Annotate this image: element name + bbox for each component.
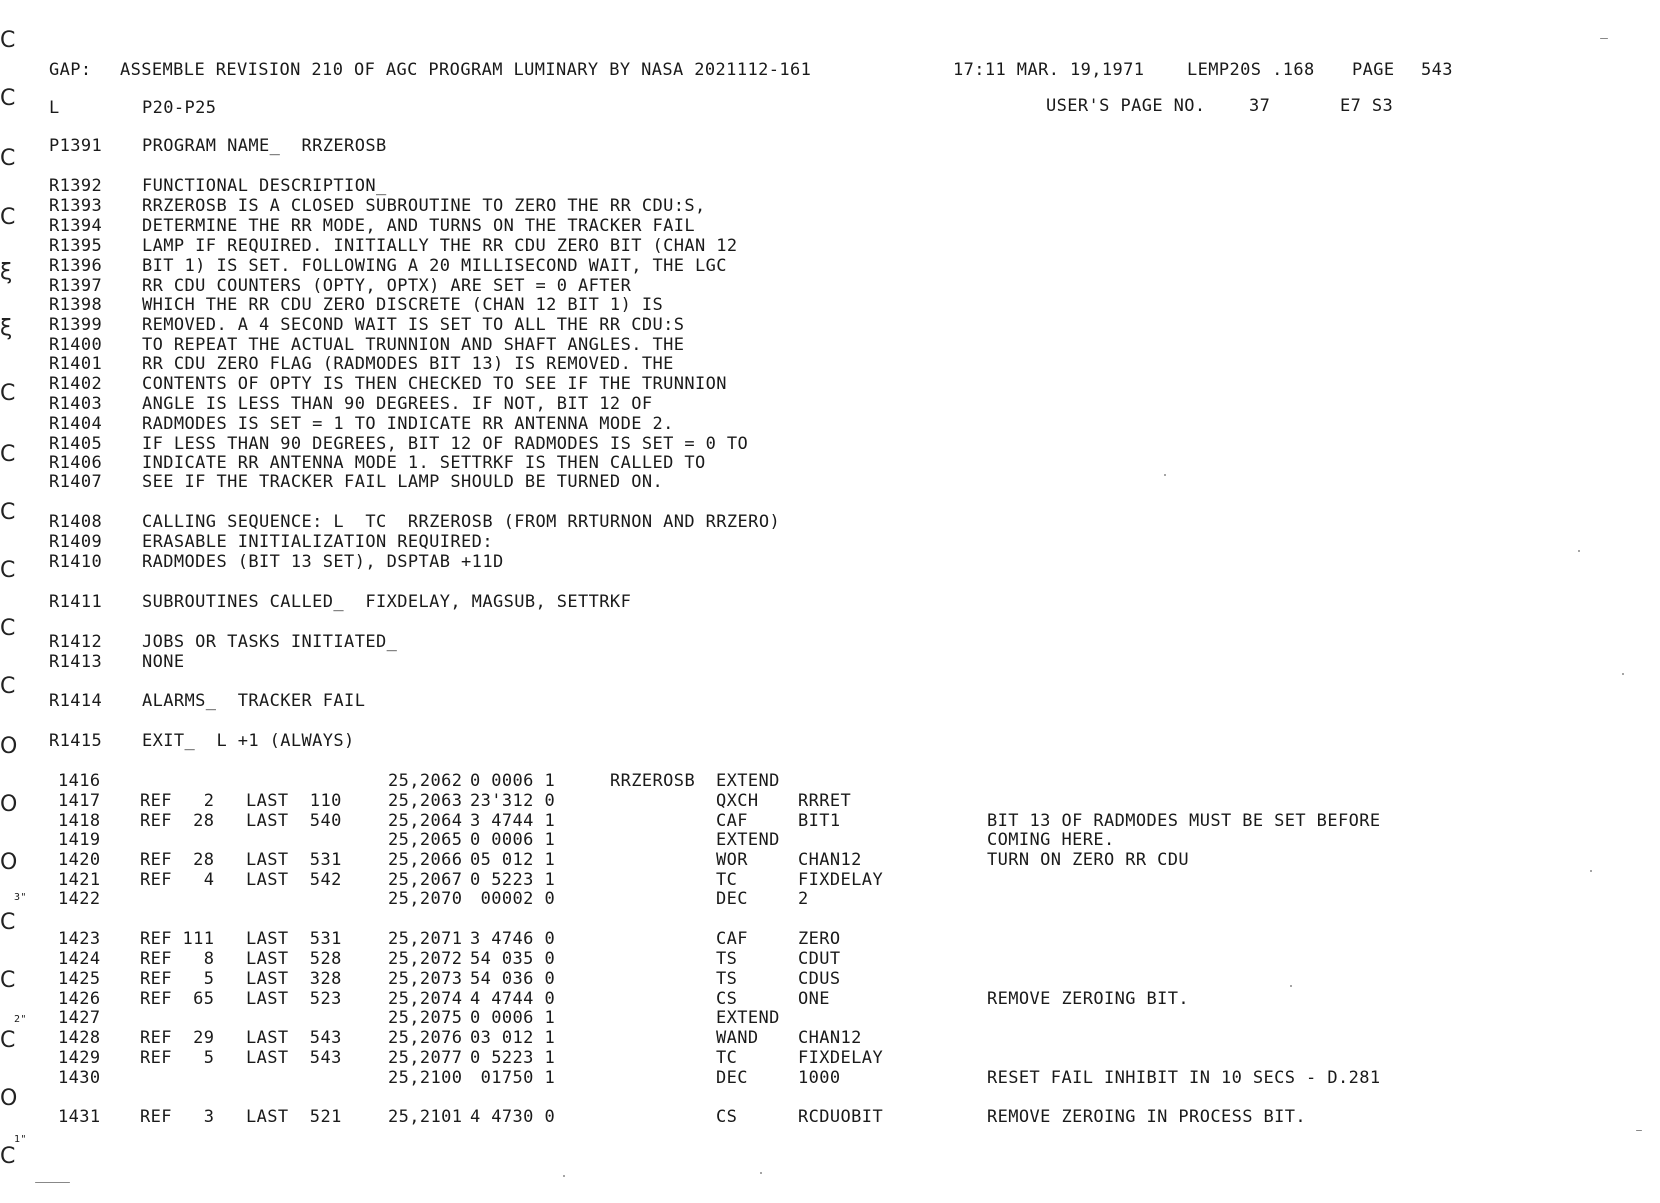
line-number: R1392 <box>49 176 103 196</box>
comment-text: SEE IF THE TRACKER FAIL LAMP SHOULD BE TURNED ON. <box>142 472 664 492</box>
punch-hole-icon: C <box>0 381 16 406</box>
punch-hole-icon: C <box>0 968 16 993</box>
octal-word: 05 012 1 <box>470 850 556 870</box>
code-comment: BIT 13 OF RADMODES MUST BE SET BEFORE <box>987 811 1381 831</box>
scan-speck <box>35 1182 70 1183</box>
address: 25,2101 <box>388 1107 463 1127</box>
punch-hole-icon: O <box>0 850 18 875</box>
operand: 2 <box>798 889 809 909</box>
page-label: PAGE <box>1352 60 1395 80</box>
octal-word: 03 012 1 <box>470 1028 556 1048</box>
operand: FIXDELAY <box>798 870 884 890</box>
users-page-label: USER'S PAGE NO. <box>1046 96 1206 116</box>
line-number: R1402 <box>49 374 103 394</box>
operand: CDUS <box>798 969 841 989</box>
opcode: EXTEND <box>716 830 780 850</box>
operand: FIXDELAY <box>798 1048 884 1068</box>
scan-speck <box>1636 1130 1642 1131</box>
margin-mark: 1" <box>14 1134 27 1145</box>
comment-text: ANGLE IS LESS THAN 90 DEGREES. IF NOT, BIT 12 OF <box>142 394 653 414</box>
line-number: 1431 <box>58 1107 101 1127</box>
comment-text: WHICH THE RR CDU ZERO DISCRETE (CHAN 12 BIT 1) IS <box>142 295 664 315</box>
opcode: WOR <box>716 850 748 870</box>
line-number: R1407 <box>49 472 103 492</box>
line-number: 1422 <box>58 889 101 909</box>
opcode: EXTEND <box>716 771 780 791</box>
last-ref: LAST 542 <box>246 870 342 890</box>
scan-speck <box>1578 550 1580 552</box>
comment-text: RR CDU ZERO FLAG (RADMODES BIT 13) IS REMOVED. THE <box>142 354 674 374</box>
line-number: 1426 <box>58 989 101 1009</box>
line-number: R1405 <box>49 434 103 454</box>
users-page-number: 37 <box>1249 96 1271 116</box>
scan-speck <box>760 1172 762 1174</box>
opcode: DEC <box>716 1068 748 1088</box>
ref-count: REF 2 <box>140 791 215 811</box>
octal-word: 23'312 0 <box>470 791 556 811</box>
punch-hole-icon: O <box>0 734 18 759</box>
operand: ONE <box>798 989 830 1009</box>
punch-hole-icon: C <box>0 146 16 171</box>
line-number: P1391 <box>49 136 103 156</box>
comment-text: RR CDU COUNTERS (OPTY, OPTX) ARE SET = 0 AFTER <box>142 276 632 296</box>
line-number: R1403 <box>49 394 103 414</box>
octal-word: 4 4730 0 <box>470 1107 556 1127</box>
line-number: 1425 <box>58 969 101 989</box>
last-ref: LAST 523 <box>246 989 342 1009</box>
lemp-id: LEMP20S .168 <box>1187 60 1315 80</box>
scan-speck <box>563 1175 565 1177</box>
address: 25,2065 <box>388 830 463 850</box>
last-ref: LAST 528 <box>246 949 342 969</box>
operand: BIT1 <box>798 811 841 831</box>
line-number: 1417 <box>58 791 101 811</box>
punch-hole-icon: C <box>0 1028 16 1053</box>
operand: RRRET <box>798 791 852 811</box>
opcode: EXTEND <box>716 1008 780 1028</box>
comment-text: BIT 1) IS SET. FOLLOWING A 20 MILLISECOND WAIT, THE LGC <box>142 256 727 276</box>
address: 25,2074 <box>388 989 463 1009</box>
punch-hole-icon: C <box>0 205 16 230</box>
left-flag: L <box>49 98 60 118</box>
octal-word: 0 0006 1 <box>470 771 556 791</box>
code-comment: COMING HERE. <box>987 830 1115 850</box>
address: 25,2067 <box>388 870 463 890</box>
line-number: R1398 <box>49 295 103 315</box>
line-number: R1409 <box>49 532 103 552</box>
opcode: TC <box>716 870 738 890</box>
line-number: R1397 <box>49 276 103 296</box>
opcode: WAND <box>716 1028 759 1048</box>
page-number: 543 <box>1421 60 1453 80</box>
comment-text: RADMODES (BIT 13 SET), DSPTAB +11D <box>142 552 504 572</box>
punch-hole-icon: ξ <box>0 316 13 341</box>
operand: CHAN12 <box>798 1028 862 1048</box>
last-ref: LAST 531 <box>246 850 342 870</box>
line-number: R1406 <box>49 453 103 473</box>
line-number: 1429 <box>58 1048 101 1068</box>
line-number: 1418 <box>58 811 101 831</box>
ref-count: REF 28 <box>140 850 215 870</box>
opcode: TS <box>716 949 738 969</box>
punch-hole-icon: C <box>0 616 16 641</box>
line-number: R1394 <box>49 216 103 236</box>
address: 25,2064 <box>388 811 463 831</box>
operand: CHAN12 <box>798 850 862 870</box>
octal-word: 54 035 0 <box>470 949 556 969</box>
punch-hole-icon: C <box>0 442 16 467</box>
scan-speck <box>1622 673 1624 675</box>
last-ref: LAST 540 <box>246 811 342 831</box>
code-comment: RESET FAIL INHIBIT IN 10 SECS - D.281 <box>987 1068 1381 1088</box>
line-number: 1427 <box>58 1008 101 1028</box>
octal-word: 3 4746 0 <box>470 929 556 949</box>
opcode: CS <box>716 1107 738 1127</box>
opcode: TC <box>716 1048 738 1068</box>
line-number: R1395 <box>49 236 103 256</box>
last-ref: LAST 543 <box>246 1048 342 1068</box>
octal-word: 00002 0 <box>470 889 556 909</box>
ref-count: REF 5 <box>140 969 215 989</box>
address: 25,2073 <box>388 969 463 989</box>
octal-word: 0 5223 1 <box>470 1048 556 1068</box>
opcode: CS <box>716 989 738 1009</box>
line-number: R1396 <box>49 256 103 276</box>
line-number: 1430 <box>58 1068 101 1088</box>
opcode: QXCH <box>716 791 759 811</box>
address: 25,2066 <box>388 850 463 870</box>
punch-hole-icon: O <box>0 1086 18 1111</box>
address: 25,2077 <box>388 1048 463 1068</box>
punch-hole-icon: C <box>0 500 16 525</box>
scan-speck <box>1164 474 1166 476</box>
gap-label: GAP: <box>49 60 92 80</box>
line-number: R1415 <box>49 731 103 751</box>
comment-text: CALLING SEQUENCE: L TC RRZEROSB (FROM RRTURNON AND RRZERO) <box>142 512 781 532</box>
line-number: R1401 <box>49 354 103 374</box>
operand: ZERO <box>798 929 841 949</box>
ref-count: REF 8 <box>140 949 215 969</box>
comment-text: FUNCTIONAL DESCRIPTION_ <box>142 176 387 196</box>
line-number: R1393 <box>49 196 103 216</box>
assembly-timestamp: 17:11 MAR. 19,1971 <box>953 60 1145 80</box>
line-number: R1399 <box>49 315 103 335</box>
comment-text: RADMODES IS SET = 1 TO INDICATE RR ANTENNA MODE 2. <box>142 414 674 434</box>
last-ref: LAST 543 <box>246 1028 342 1048</box>
comment-text: PROGRAM NAME_ RRZEROSB <box>142 136 387 156</box>
punch-hole-icon: ξ <box>0 260 13 285</box>
line-number: R1411 <box>49 592 103 612</box>
operand: 1000 <box>798 1068 841 1088</box>
ref-count: REF 3 <box>140 1107 215 1127</box>
address: 25,2063 <box>388 791 463 811</box>
operand: RCDUOBIT <box>798 1107 884 1127</box>
scan-speck <box>1290 985 1292 987</box>
code-label: RRZEROSB <box>610 771 696 791</box>
punch-hole-icon: O <box>0 792 18 817</box>
octal-word: 0 5223 1 <box>470 870 556 890</box>
address: 25,2076 <box>388 1028 463 1048</box>
punch-hole-icon: C <box>0 910 16 935</box>
scan-speck <box>1590 870 1592 872</box>
assemble-title: ASSEMBLE REVISION 210 OF AGC PROGRAM LUMINARY BY NASA 2021112-161 <box>120 60 812 80</box>
last-ref: LAST 110 <box>246 791 342 811</box>
line-number: 1428 <box>58 1028 101 1048</box>
comment-text: CONTENTS OF OPTY IS THEN CHECKED TO SEE IF THE TRUNNION <box>142 374 727 394</box>
ref-count: REF 5 <box>140 1048 215 1068</box>
opcode: CAF <box>716 811 748 831</box>
scan-speck <box>1600 38 1608 39</box>
line-number: 1424 <box>58 949 101 969</box>
line-number: 1421 <box>58 870 101 890</box>
line-number: R1413 <box>49 652 103 672</box>
line-number: R1410 <box>49 552 103 572</box>
code-comment: REMOVE ZEROING BIT. <box>987 989 1190 1009</box>
last-ref: LAST 521 <box>246 1107 342 1127</box>
comment-text: REMOVED. A 4 SECOND WAIT IS SET TO ALL THE RR CDU:S <box>142 315 685 335</box>
opcode: TS <box>716 969 738 989</box>
comment-text: TO REPEAT THE ACTUAL TRUNNION AND SHAFT ANGLES. THE <box>142 335 685 355</box>
address: 25,2071 <box>388 929 463 949</box>
comment-text: LAMP IF REQUIRED. INITIALLY THE RR CDU ZERO BIT (CHAN 12 <box>142 236 738 256</box>
octal-word: 0 0006 1 <box>470 1008 556 1028</box>
address: 25,2070 <box>388 889 463 909</box>
punch-hole-icon: C <box>0 28 16 53</box>
margin-mark: 2" <box>14 1014 27 1025</box>
code-comment: TURN ON ZERO RR CDU <box>987 850 1190 870</box>
ref-count: REF 29 <box>140 1028 215 1048</box>
ref-count: REF 65 <box>140 989 215 1009</box>
octal-word: 01750 1 <box>470 1068 556 1088</box>
line-number: R1400 <box>49 335 103 355</box>
line-number: R1408 <box>49 512 103 532</box>
comment-text: EXIT_ L +1 (ALWAYS) <box>142 731 355 751</box>
comment-text: IF LESS THAN 90 DEGREES, BIT 12 OF RADMODES IS SET = 0 TO <box>142 434 749 454</box>
address: 25,2072 <box>388 949 463 969</box>
section-title: P20-P25 <box>142 98 217 118</box>
punch-hole-icon: C <box>0 674 16 699</box>
octal-word: 0 0006 1 <box>470 830 556 850</box>
comment-text: SUBROUTINES CALLED_ FIXDELAY, MAGSUB, SETTRKF <box>142 592 632 612</box>
operand: CDUT <box>798 949 841 969</box>
comment-text: DETERMINE THE RR MODE, AND TURNS ON THE TRACKER FAIL <box>142 216 696 236</box>
address: 25,2075 <box>388 1008 463 1028</box>
ref-count: REF 111 <box>140 929 215 949</box>
address: 25,2100 <box>388 1068 463 1088</box>
address: 25,2062 <box>388 771 463 791</box>
line-number: R1412 <box>49 632 103 652</box>
last-ref: LAST 531 <box>246 929 342 949</box>
e7-mark: E7 S3 <box>1340 96 1394 116</box>
margin-mark: 3" <box>14 892 27 903</box>
comment-text: JOBS OR TASKS INITIATED_ <box>142 632 398 652</box>
line-number: R1414 <box>49 691 103 711</box>
last-ref: LAST 328 <box>246 969 342 989</box>
punch-hole-icon: C <box>0 558 16 583</box>
octal-word: 4 4744 0 <box>470 989 556 1009</box>
comment-text: ALARMS_ TRACKER FAIL <box>142 691 366 711</box>
comment-text: RRZEROSB IS A CLOSED SUBROUTINE TO ZERO THE RR CDU:S, <box>142 196 706 216</box>
ref-count: REF 4 <box>140 870 215 890</box>
line-number: 1420 <box>58 850 101 870</box>
comment-text: NONE <box>142 652 185 672</box>
line-number: 1423 <box>58 929 101 949</box>
octal-word: 3 4744 1 <box>470 811 556 831</box>
punch-hole-icon: C <box>0 1144 16 1169</box>
line-number: 1419 <box>58 830 101 850</box>
code-comment: REMOVE ZEROING IN PROCESS BIT. <box>987 1107 1307 1127</box>
line-number: R1404 <box>49 414 103 434</box>
line-number: 1416 <box>58 771 101 791</box>
opcode: CAF <box>716 929 748 949</box>
ref-count: REF 28 <box>140 811 215 831</box>
octal-word: 54 036 0 <box>470 969 556 989</box>
opcode: DEC <box>716 889 748 909</box>
punch-hole-icon: C <box>0 86 16 111</box>
comment-text: ERASABLE INITIALIZATION REQUIRED: <box>142 532 493 552</box>
comment-text: INDICATE RR ANTENNA MODE 1. SETTRKF IS THEN CALLED TO <box>142 453 706 473</box>
